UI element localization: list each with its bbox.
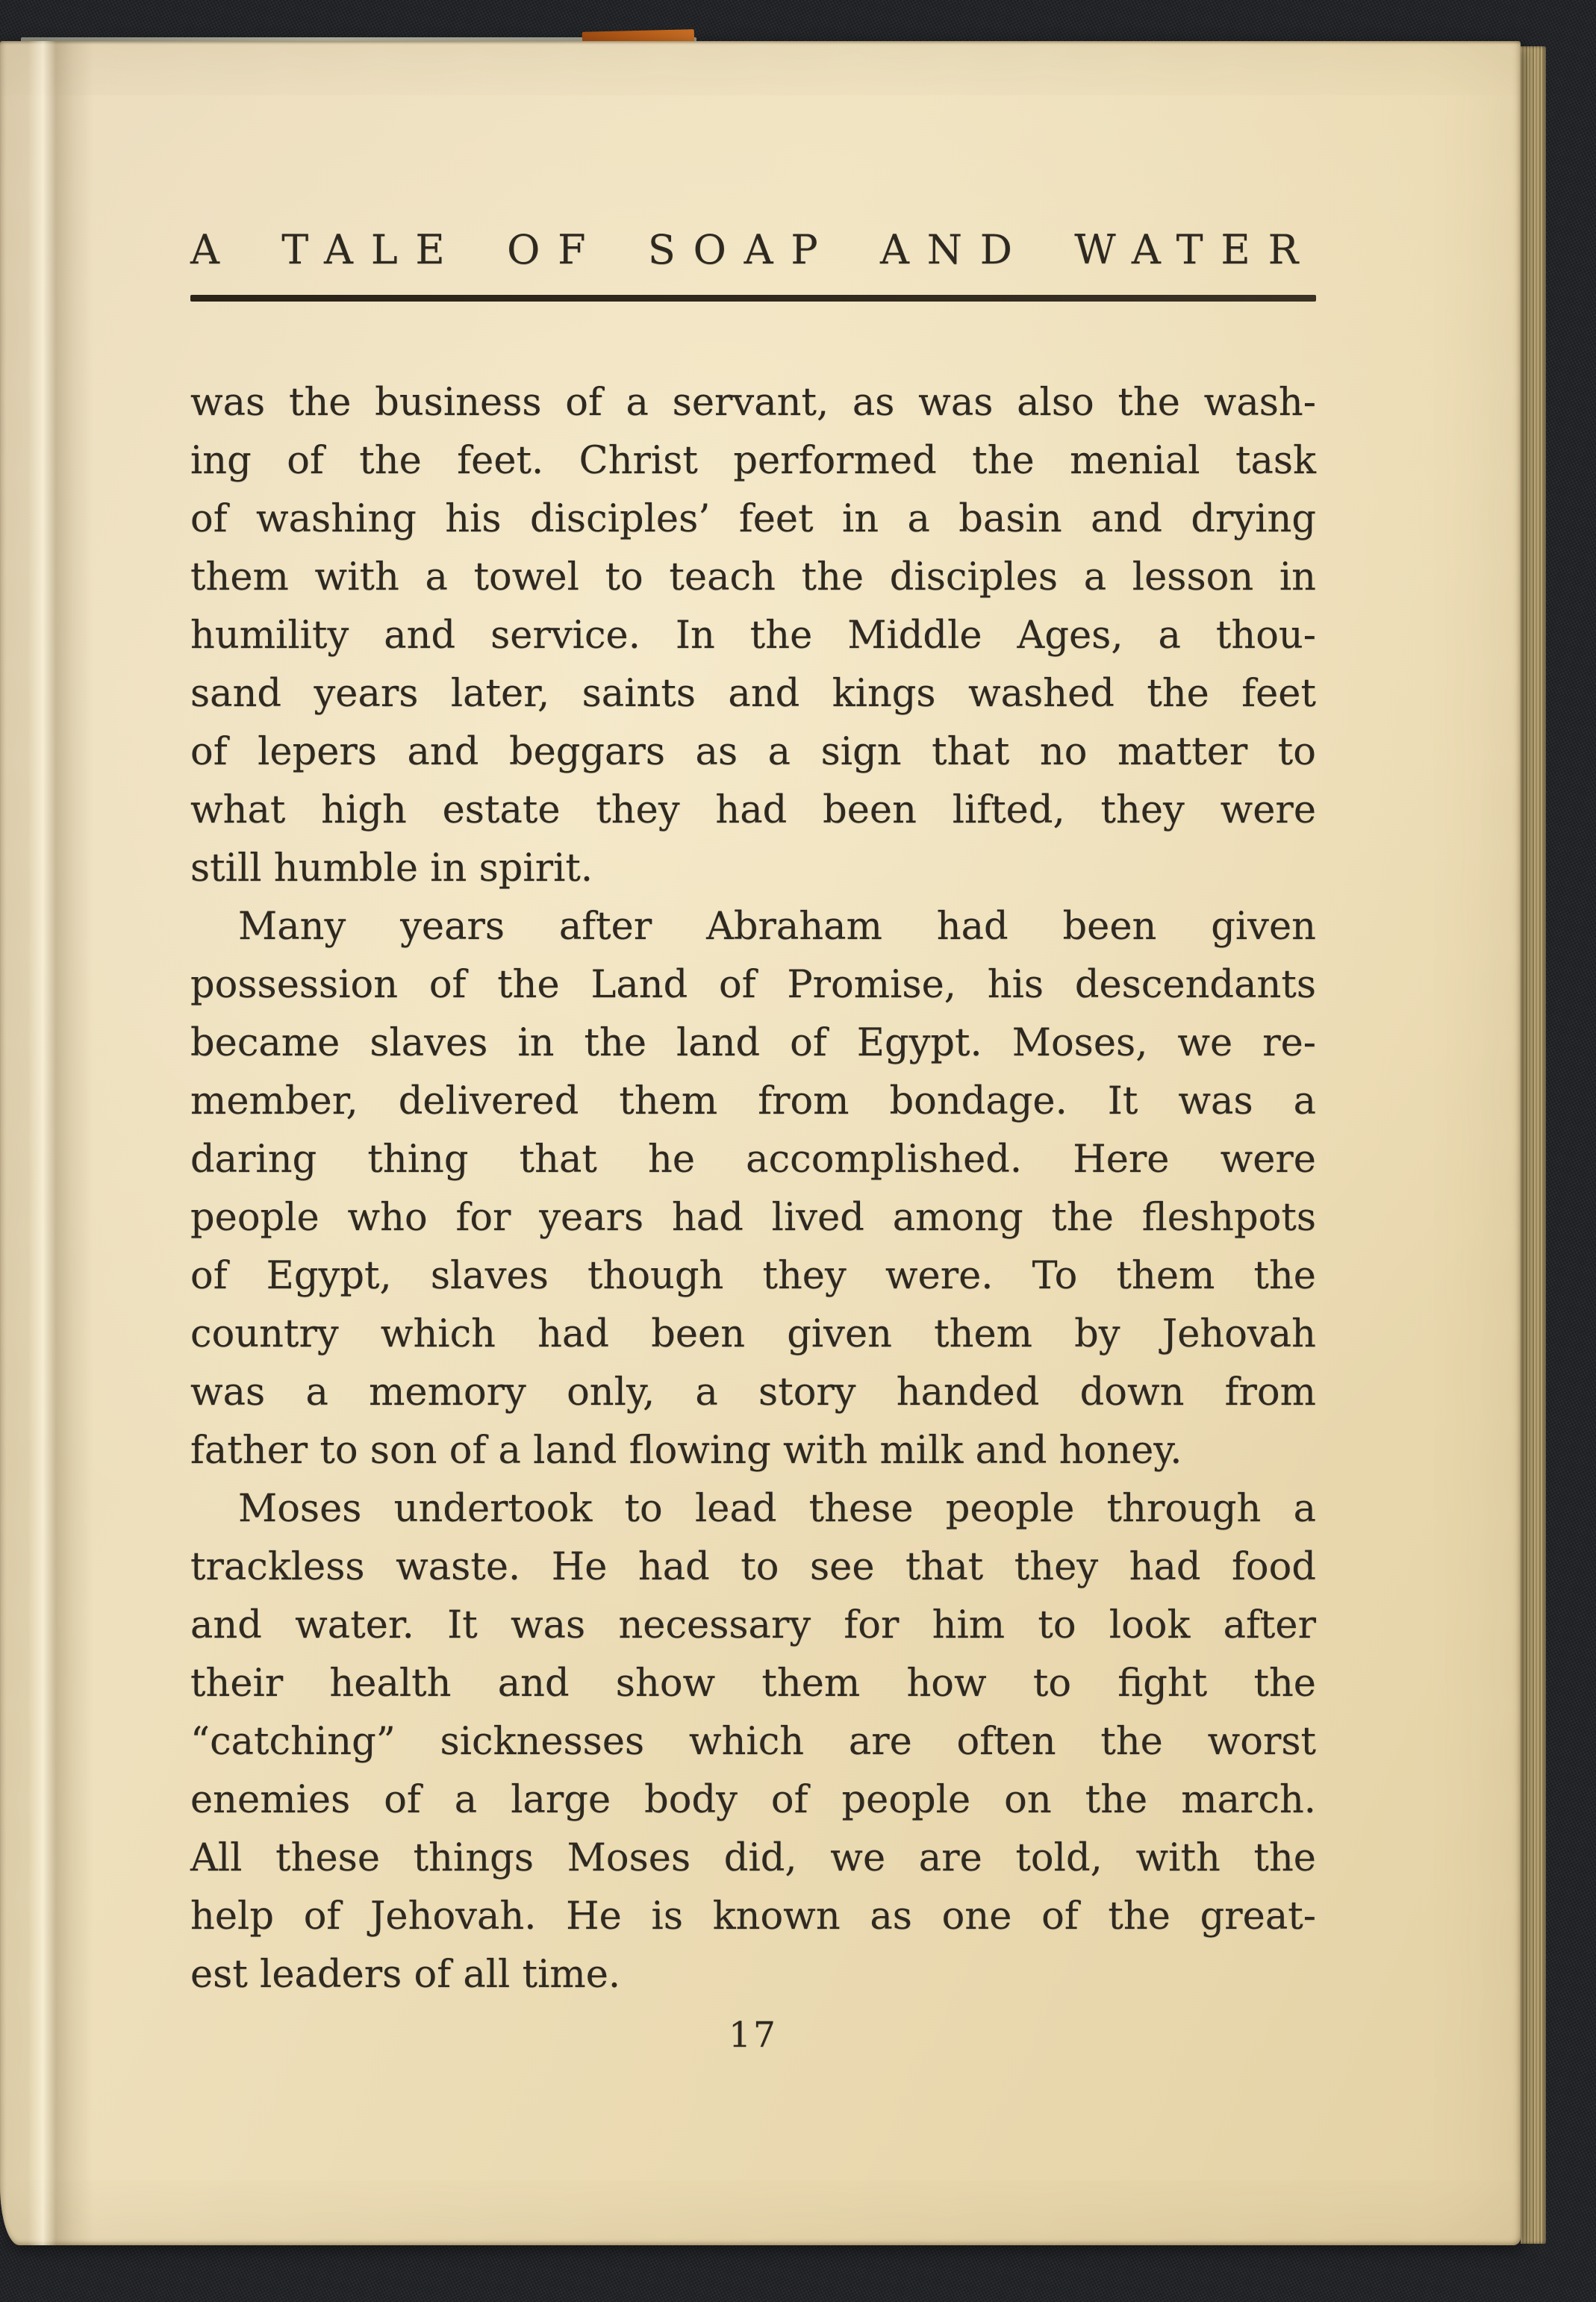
text-line: was the business of a servant, as was also the wash-	[190, 381, 1316, 425]
text-line: of Egypt, slaves though they were. To them the	[190, 1254, 1316, 1298]
page-gutter-crease	[0, 41, 93, 2245]
text-line: and water. It was necessary for him to look after	[190, 1603, 1316, 1647]
header-rule	[190, 295, 1316, 302]
text-line: est leaders of all time.	[190, 1953, 621, 1997]
book-page	[0, 41, 1521, 2245]
text-line: still humble in spirit.	[190, 846, 593, 890]
text-line: of lepers and beggars as a sign that no matter to	[190, 730, 1316, 774]
text-line: sand years later, saints and kings washed the feet	[190, 672, 1316, 716]
text-line: Moses undertook to lead these people through a	[238, 1487, 1316, 1531]
text-line: “catching” sicknesses which are often the worst	[190, 1720, 1316, 1764]
text-line: became slaves in the land of Egypt. Moses, we re-	[190, 1021, 1316, 1065]
text-line: trackless waste. He had to see that they had food	[190, 1545, 1316, 1589]
text-line: help of Jehovah. He is known as one of the great-	[190, 1894, 1316, 1938]
text-line: of washing his disciples’ feet in a basin and drying	[190, 497, 1316, 541]
page-number: 17	[729, 2015, 778, 2056]
text-line: father to son of a land flowing with milk and honey.	[190, 1429, 1182, 1473]
text-line: humility and service. In the Middle Ages, a thou-	[190, 614, 1316, 658]
text-line: enemies of a large body of people on the march.	[190, 1778, 1316, 1822]
text-line: their health and show them how to fight the	[190, 1662, 1316, 1706]
text-line: people who for years had lived among the fleshpots	[190, 1196, 1316, 1240]
text-line: country which had been given them by Jehovah	[190, 1312, 1316, 1356]
text-line: what high estate they had been lifted, they were	[190, 788, 1316, 832]
body-text	[190, 374, 1316, 2004]
text-line: member, delivered them from bondage. It was a	[190, 1079, 1316, 1123]
page-stack-edge	[1521, 46, 1546, 2244]
text-line: possession of the Land of Promise, his descendants	[190, 963, 1316, 1007]
text-line: Many years after Abraham had been given	[238, 905, 1316, 949]
text-line: was a memory only, a story handed down from	[190, 1370, 1316, 1414]
text-line: All these things Moses did, we are told, with the	[190, 1836, 1316, 1880]
page-content	[190, 41, 1316, 2245]
text-line: them with a towel to teach the disciples a lesson in	[190, 555, 1316, 599]
text-line: daring thing that he accomplished. Here were	[190, 1138, 1316, 1182]
running-head: A TALE OF SOAP AND WATER	[190, 226, 1316, 273]
text-line: ing of the feet. Christ performed the menial task	[190, 439, 1316, 483]
